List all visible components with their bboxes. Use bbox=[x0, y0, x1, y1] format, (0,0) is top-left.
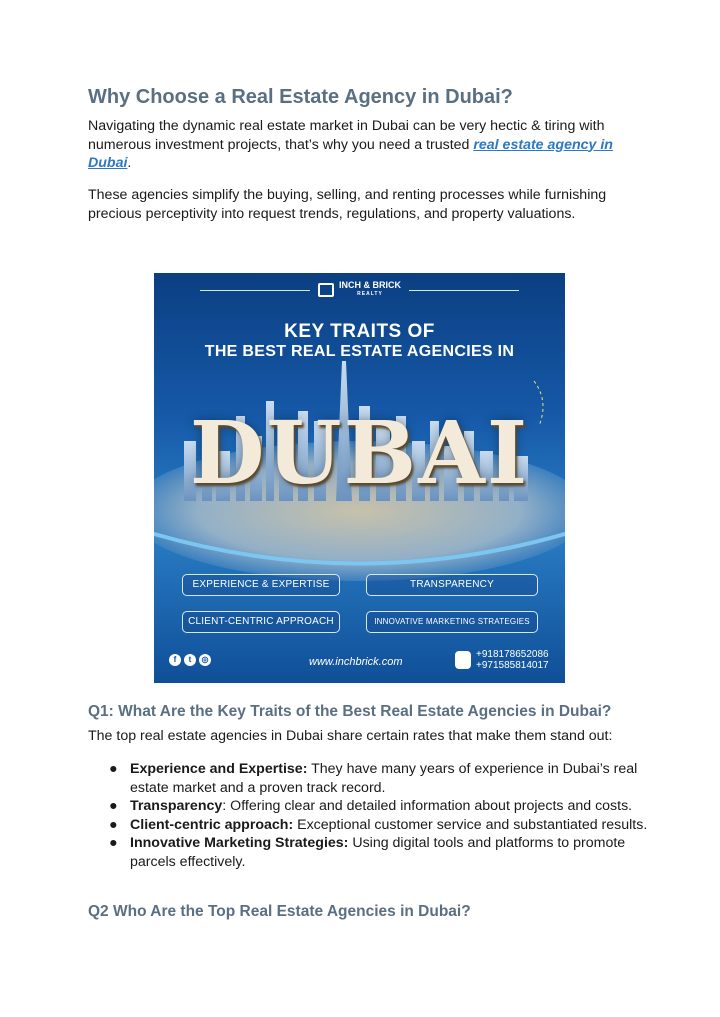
second-paragraph: These agencies simplify the buying, selling, and renting processes while furnishing precious perceptivity into request trends, regulations, and property valuations. bbox=[88, 187, 607, 222]
brand-name: INCH & BRICK bbox=[339, 280, 401, 290]
list-item-bold: Client-centric approach: bbox=[130, 816, 294, 833]
social-icons bbox=[169, 654, 211, 666]
trait-pill-experience: EXPERIENCE & EXPERTISE bbox=[182, 574, 340, 596]
dubai-title-art: DUBAI bbox=[189, 403, 530, 504]
dubai-agencies-poster bbox=[154, 273, 565, 683]
list-item-bold: Transparency bbox=[130, 798, 223, 814]
q1-heading: Q1: What Are the Key Traits of the Best Real Estate Agencies in Dubai? bbox=[88, 703, 612, 720]
building-logo-icon bbox=[318, 283, 334, 297]
brand-sub: REALTY bbox=[357, 291, 383, 297]
trait-pill-client-centric: CLIENT-CENTRIC APPROACH bbox=[182, 611, 340, 633]
phone-number-1: +918178652086 bbox=[476, 649, 549, 660]
poster-website: www.inchbrick.com bbox=[309, 656, 403, 668]
phone-number-2: +971585814017 bbox=[476, 660, 549, 671]
intro-text-end: . bbox=[127, 155, 132, 171]
phone-icon bbox=[455, 651, 471, 669]
twitter-icon: t bbox=[184, 654, 196, 666]
bullet-icon: ● bbox=[109, 816, 118, 833]
list-item-text: : Offering clear and detailed information about projects and costs. bbox=[222, 798, 633, 814]
facebook-icon: f bbox=[169, 654, 181, 666]
list-item-text: They have many years of experience in Dubai’s real estate market and a proven track record. bbox=[130, 761, 638, 796]
q2-heading: Q2 Who Are the Top Real Estate Agencies in Dubai? bbox=[88, 903, 471, 920]
list-item bbox=[88, 834, 648, 871]
intro-paragraph bbox=[88, 117, 628, 173]
poster-headline-2: THE BEST REAL ESTATE AGENCIES IN bbox=[204, 343, 515, 360]
trait-pill-marketing: INNOVATIVE MARKETING STRATEGIES bbox=[366, 611, 538, 633]
poster-phones bbox=[476, 649, 549, 671]
trait-pill-transparency: TRANSPARENCY bbox=[366, 574, 538, 596]
list-item bbox=[88, 760, 648, 797]
bullet-icon: ● bbox=[109, 835, 118, 851]
list-item-text: Using digital tools and platforms to promote parcels effectively. bbox=[130, 835, 626, 870]
list-item-bold: Experience and Expertise: bbox=[130, 761, 308, 777]
traits-list bbox=[88, 760, 648, 871]
bullet-icon: ● bbox=[109, 761, 118, 777]
divider bbox=[200, 290, 310, 291]
poster-brand-row bbox=[154, 281, 565, 299]
list-item-text: Exceptional customer service and substantiated results. bbox=[293, 816, 648, 833]
instagram-icon: ◎ bbox=[199, 654, 211, 666]
brand-logo-block bbox=[310, 281, 409, 299]
list-item-bold: Innovative Marketing Strategies: bbox=[130, 835, 349, 851]
list-item bbox=[88, 816, 648, 835]
bullet-icon: ● bbox=[109, 798, 118, 814]
poster-headline-1: KEY TRAITS OF bbox=[284, 321, 435, 342]
divider bbox=[409, 290, 519, 291]
real-estate-agency-link[interactable]: real estate agency in Dubai bbox=[88, 136, 613, 171]
page-title: Why Choose a Real Estate Agency in Dubai? bbox=[88, 86, 513, 108]
q1-lead: The top real estate agencies in Dubai share certain rates that make them stand out: bbox=[88, 728, 613, 744]
intro-text: Navigating the dynamic real estate market in Dubai can be very hectic & tiring with numerous investment projects, that’s why you need a trusted bbox=[88, 118, 605, 153]
list-item bbox=[88, 797, 648, 816]
